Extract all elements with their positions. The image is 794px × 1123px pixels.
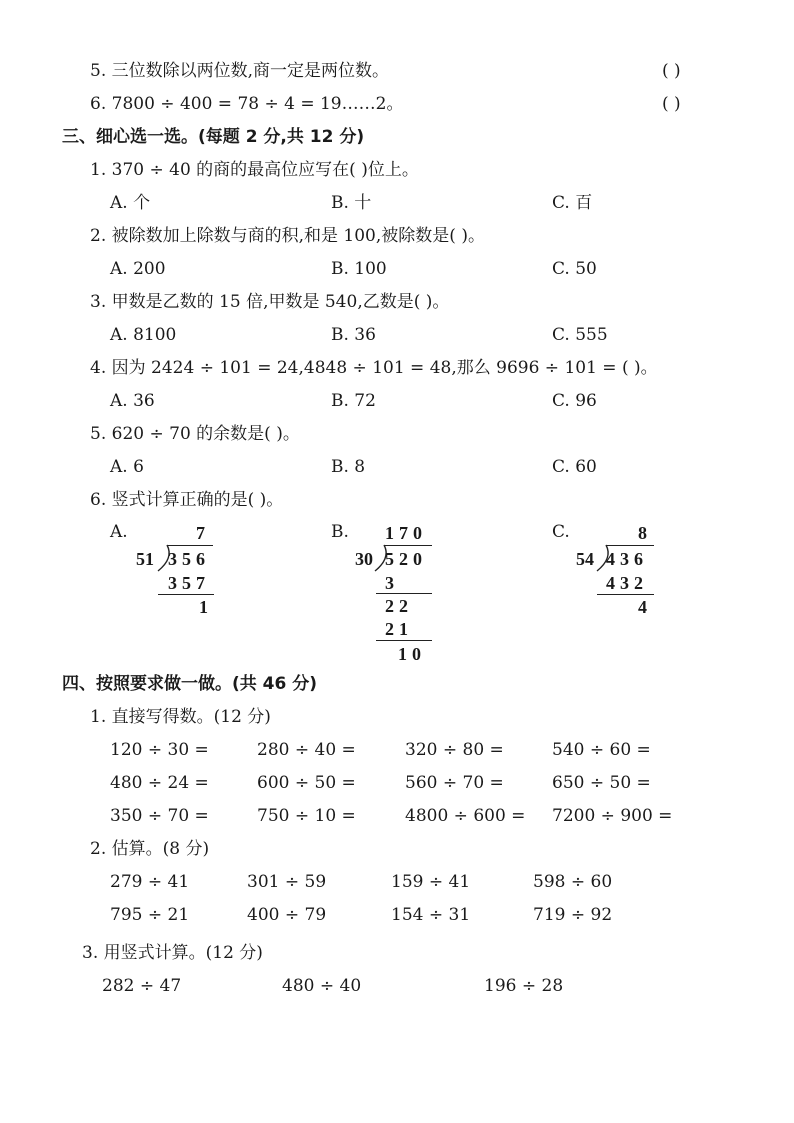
ld-b-divisor: 30 xyxy=(355,549,373,569)
oral-calc-item: 560 ÷ 70 = xyxy=(405,773,504,793)
judge-q6: 6. 7800 ÷ 400 = 78 ÷ 4 = 19……2。 xyxy=(90,94,404,114)
q2-option-a[interactable]: A. 200 xyxy=(110,259,166,279)
choice-q2: 2. 被除数加上除数与商的积,和是 100,被除数是( )。 xyxy=(90,226,485,246)
q6-option-a[interactable]: A. xyxy=(110,522,128,542)
estimate-item: 795 ÷ 21 xyxy=(110,905,190,925)
ld-a-vinculum xyxy=(167,545,213,546)
section4-heading: 四、按照要求做一做。(共 46 分) xyxy=(62,674,318,694)
ld-b-quotient: 170 xyxy=(385,523,427,543)
ld-c-dividend: 436 xyxy=(606,549,648,569)
ld-c-subtract-line xyxy=(597,594,654,595)
ld-b-subtract-line-1 xyxy=(376,593,432,594)
q1-option-b[interactable]: B. 十 xyxy=(331,193,372,213)
estimate-item: 301 ÷ 59 xyxy=(247,872,327,892)
answer-paren-q5[interactable]: ( ) xyxy=(662,61,681,81)
ld-c-vinculum xyxy=(606,545,654,546)
estimate-item: 719 ÷ 92 xyxy=(533,905,613,925)
ld-b-subtract-line-2 xyxy=(376,640,432,641)
ld-b-step2: 22 xyxy=(385,596,413,616)
q4-option-b[interactable]: B. 72 xyxy=(331,391,376,411)
estimate-item: 598 ÷ 60 xyxy=(533,872,613,892)
q1-option-c[interactable]: C. 百 xyxy=(552,193,593,213)
oral-calc-item: 540 ÷ 60 = xyxy=(552,740,651,760)
q4-option-a[interactable]: A. 36 xyxy=(110,391,155,411)
ld-a-dividend: 356 xyxy=(168,549,210,569)
ld-b-remainder: 10 xyxy=(398,644,426,664)
estimate-item: 159 ÷ 41 xyxy=(391,872,471,892)
estimate-item: 400 ÷ 79 xyxy=(247,905,327,925)
oral-calc-item: 650 ÷ 50 = xyxy=(552,773,651,793)
q6-option-c[interactable]: C. xyxy=(552,522,570,542)
choice-q5: 5. 620 ÷ 70 的余数是( )。 xyxy=(90,424,300,444)
oral-calc-item: 120 ÷ 30 = xyxy=(110,740,209,760)
sub2-title: 2. 估算。(8 分) xyxy=(90,839,210,859)
q3-option-b[interactable]: B. 36 xyxy=(331,325,376,345)
oral-calc-item: 750 ÷ 10 = xyxy=(257,806,356,826)
vertical-calc-item: 196 ÷ 28 xyxy=(484,976,564,996)
ld-b-step1: 3 xyxy=(385,573,399,593)
q1-option-a[interactable]: A. 个 xyxy=(110,193,151,213)
q3-option-a[interactable]: A. 8100 xyxy=(110,325,177,345)
choice-q1: 1. 370 ÷ 40 的商的最高位应写在( )位上。 xyxy=(90,160,419,180)
q5-option-c[interactable]: C. 60 xyxy=(552,457,597,477)
ld-b-vinculum xyxy=(384,545,432,546)
ld-a-divisor: 51 xyxy=(136,549,154,569)
ld-c-quotient: 8 xyxy=(638,523,652,543)
oral-calc-item: 600 ÷ 50 = xyxy=(257,773,356,793)
ld-b-step3: 21 xyxy=(385,619,413,639)
ld-a-quotient: 7 xyxy=(196,523,210,543)
ld-c-divisor: 54 xyxy=(576,549,594,569)
q4-option-c[interactable]: C. 96 xyxy=(552,391,597,411)
judge-q5: 5. 三位数除以两位数,商一定是两位数。 xyxy=(90,61,390,81)
q5-option-a[interactable]: A. 6 xyxy=(110,457,144,477)
oral-calc-item: 320 ÷ 80 = xyxy=(405,740,504,760)
oral-calc-item: 280 ÷ 40 = xyxy=(257,740,356,760)
oral-calc-item: 4800 ÷ 600 = xyxy=(405,806,526,826)
ld-a-subtract-line xyxy=(158,594,214,595)
ld-c-product: 432 xyxy=(606,573,648,593)
oral-calc-item: 480 ÷ 24 = xyxy=(110,773,209,793)
choice-q4: 4. 因为 2424 ÷ 101 = 24,4848 ÷ 101 = 48,那么 9696 ÷ 101 = ( )。 xyxy=(90,358,658,378)
answer-paren-q6[interactable]: ( ) xyxy=(662,94,681,114)
q2-option-b[interactable]: B. 100 xyxy=(331,259,387,279)
vertical-calc-item: 480 ÷ 40 xyxy=(282,976,362,996)
ld-b-dividend: 520 xyxy=(385,549,427,569)
choice-q3: 3. 甲数是乙数的 15 倍,甲数是 540,乙数是( )。 xyxy=(90,292,450,312)
q5-option-b[interactable]: B. 8 xyxy=(331,457,366,477)
q3-option-c[interactable]: C. 555 xyxy=(552,325,608,345)
vertical-calc-item: 282 ÷ 47 xyxy=(102,976,182,996)
sub1-title: 1. 直接写得数。(12 分) xyxy=(90,707,271,727)
sub3-title: 3. 用竖式计算。(12 分) xyxy=(82,943,263,963)
q2-option-c[interactable]: C. 50 xyxy=(552,259,597,279)
oral-calc-item: 7200 ÷ 900 = xyxy=(552,806,673,826)
oral-calc-item: 350 ÷ 70 = xyxy=(110,806,209,826)
choice-q6: 6. 竖式计算正确的是( )。 xyxy=(90,490,284,510)
q6-option-b[interactable]: B. xyxy=(331,522,349,542)
estimate-item: 279 ÷ 41 xyxy=(110,872,190,892)
ld-c-remainder: 4 xyxy=(638,597,652,617)
ld-a-remainder: 1 xyxy=(199,597,213,617)
estimate-item: 154 ÷ 31 xyxy=(391,905,471,925)
section3-heading: 三、细心选一选。(每题 2 分,共 12 分) xyxy=(62,127,365,147)
ld-a-product: 357 xyxy=(168,573,210,593)
